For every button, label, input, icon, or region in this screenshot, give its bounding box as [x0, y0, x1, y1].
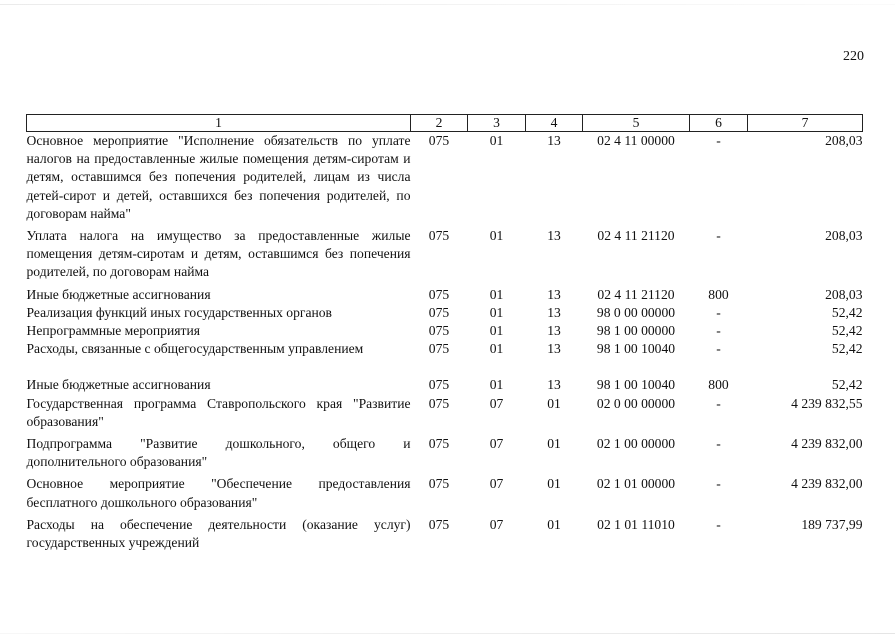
row-sum: 4 239 832,55 — [791, 395, 863, 411]
page-number: 220 — [843, 49, 864, 64]
row-grbs: 075 — [428, 436, 450, 452]
row-section: 01 — [489, 304, 504, 320]
table-row — [27, 395, 863, 431]
row-expense-type: - — [716, 395, 721, 411]
row-subsection: 13 — [547, 341, 561, 357]
row-name: Иные бюджетные ассигнования — [26, 286, 211, 302]
row-grbs: 075 — [428, 377, 450, 393]
row-sum: 52,42 — [831, 377, 863, 393]
row-expense-type: 800 — [708, 377, 729, 393]
row-grbs: 075 — [428, 323, 450, 339]
row-target-article: 02 4 11 21120 — [597, 228, 675, 244]
row-target-article: 98 1 00 00000 — [596, 323, 676, 339]
row-name: Основное мероприятие "Исполнение обязательств по уплате налогов на предоставленные жилые помещения детям-сиротам и детям, оставшимся без попечения родителей, лицам из числа детей-сирот и детей, оставшихся без попечения родителей, по договорам найма" — [26, 133, 411, 221]
row-expense-type: - — [716, 323, 721, 339]
table-row — [27, 435, 863, 471]
row-target-article: 02 1 01 00000 — [596, 476, 676, 492]
row-section: 01 — [489, 228, 504, 244]
budget-table — [26, 114, 863, 552]
table-row — [27, 340, 863, 358]
row-name: Иные бюджетные ассигнования — [26, 377, 211, 393]
table-row — [27, 322, 863, 340]
row-subsection: 13 — [547, 133, 561, 148]
column-header-5: 5 — [583, 115, 690, 132]
row-subsection: 13 — [547, 286, 561, 302]
row-sum: 4 239 832,00 — [791, 436, 863, 452]
row-sum: 52,42 — [831, 304, 863, 320]
row-sum: 208,03 — [825, 286, 863, 302]
row-sum: 208,03 — [825, 228, 863, 244]
row-section: 07 — [489, 395, 504, 411]
row-grbs: 075 — [428, 341, 450, 357]
row-section: 07 — [489, 476, 504, 492]
row-expense-type: - — [716, 304, 721, 320]
column-header-7: 7 — [748, 115, 863, 132]
row-target-article: 98 1 00 10040 — [596, 377, 676, 393]
table-row — [27, 227, 863, 282]
table-row — [27, 132, 863, 224]
row-name: Реализация функций иных государственных органов — [26, 304, 332, 320]
row-subsection: 01 — [547, 516, 561, 532]
row-section: 01 — [489, 341, 504, 357]
row-target-article: 98 0 00 00000 — [596, 304, 676, 320]
row-subsection: 13 — [547, 377, 561, 393]
row-expense-type: 800 — [708, 286, 729, 302]
column-header-6: 6 — [690, 115, 748, 132]
row-section: 01 — [489, 323, 504, 339]
row-sum: 52,42 — [831, 341, 863, 357]
column-header-4: 4 — [526, 115, 583, 132]
row-target-article: 02 1 01 11010 — [597, 516, 675, 532]
row-sum: 208,03 — [825, 133, 863, 148]
table-row — [27, 516, 863, 552]
scan-edge-top — [0, 4, 895, 5]
table-row — [27, 376, 863, 394]
row-subsection: 13 — [547, 228, 561, 244]
column-header-2: 2 — [411, 115, 468, 132]
row-section: 01 — [489, 286, 504, 302]
row-expense-type: - — [716, 476, 721, 492]
row-grbs: 075 — [428, 304, 450, 320]
row-subsection: 01 — [547, 436, 561, 452]
scan-edge-bottom — [0, 633, 895, 634]
row-name: Уплата налога на имущество за предоставленные жилые помещения детям-сиротам и детям, оставшимся без попечения родителей, по договорам найма — [26, 228, 411, 280]
row-gap — [27, 358, 863, 376]
row-section: 01 — [489, 133, 504, 148]
row-section: 07 — [489, 436, 504, 452]
row-name: Государственная программа Ставропольского края "Развитие образования" — [26, 395, 411, 429]
row-name: Основное мероприятие "Обеспечение предоставления бесплатного дошкольного образования" — [26, 476, 411, 510]
row-name: Расходы на обеспечение деятельности (оказание услуг) государственных учреждений — [26, 516, 411, 551]
table-row — [27, 304, 863, 322]
row-subsection: 01 — [547, 395, 561, 411]
row-sum: 4 239 832,00 — [791, 476, 863, 492]
row-sum: 189 737,99 — [801, 516, 863, 532]
row-expense-type: - — [716, 516, 721, 532]
row-expense-type: - — [716, 341, 721, 357]
row-subsection: 13 — [547, 323, 561, 339]
row-name: Подпрограмма "Развитие дошкольного, общего и дополнительного образования" — [26, 436, 411, 470]
row-name: Непрограммные мероприятия — [26, 323, 200, 339]
row-sum: 52,42 — [831, 323, 863, 339]
row-grbs: 075 — [428, 476, 450, 492]
row-expense-type: - — [716, 133, 721, 148]
row-subsection: 13 — [547, 304, 561, 320]
row-target-article: 02 4 11 00000 — [597, 133, 675, 148]
table-row — [27, 286, 863, 304]
row-name: Расходы, связанные с общегосударственным управлением — [26, 341, 364, 357]
row-target-article: 02 1 00 00000 — [596, 436, 676, 452]
row-target-article: 02 4 11 21120 — [597, 286, 675, 302]
column-header-3: 3 — [468, 115, 526, 132]
row-grbs: 075 — [428, 395, 450, 411]
row-section: 07 — [489, 516, 504, 532]
row-target-article: 02 0 00 00000 — [596, 395, 676, 411]
row-expense-type: - — [716, 436, 721, 452]
row-grbs: 075 — [428, 516, 450, 532]
column-number-row — [27, 115, 863, 132]
row-section: 01 — [489, 377, 504, 393]
row-expense-type: - — [716, 228, 721, 244]
row-grbs: 075 — [428, 286, 450, 302]
row-subsection: 01 — [547, 476, 561, 492]
table-row — [27, 475, 863, 511]
row-grbs: 075 — [428, 133, 450, 148]
row-grbs: 075 — [428, 228, 450, 244]
row-target-article: 98 1 00 10040 — [596, 341, 676, 357]
column-header-1: 1 — [27, 115, 411, 132]
